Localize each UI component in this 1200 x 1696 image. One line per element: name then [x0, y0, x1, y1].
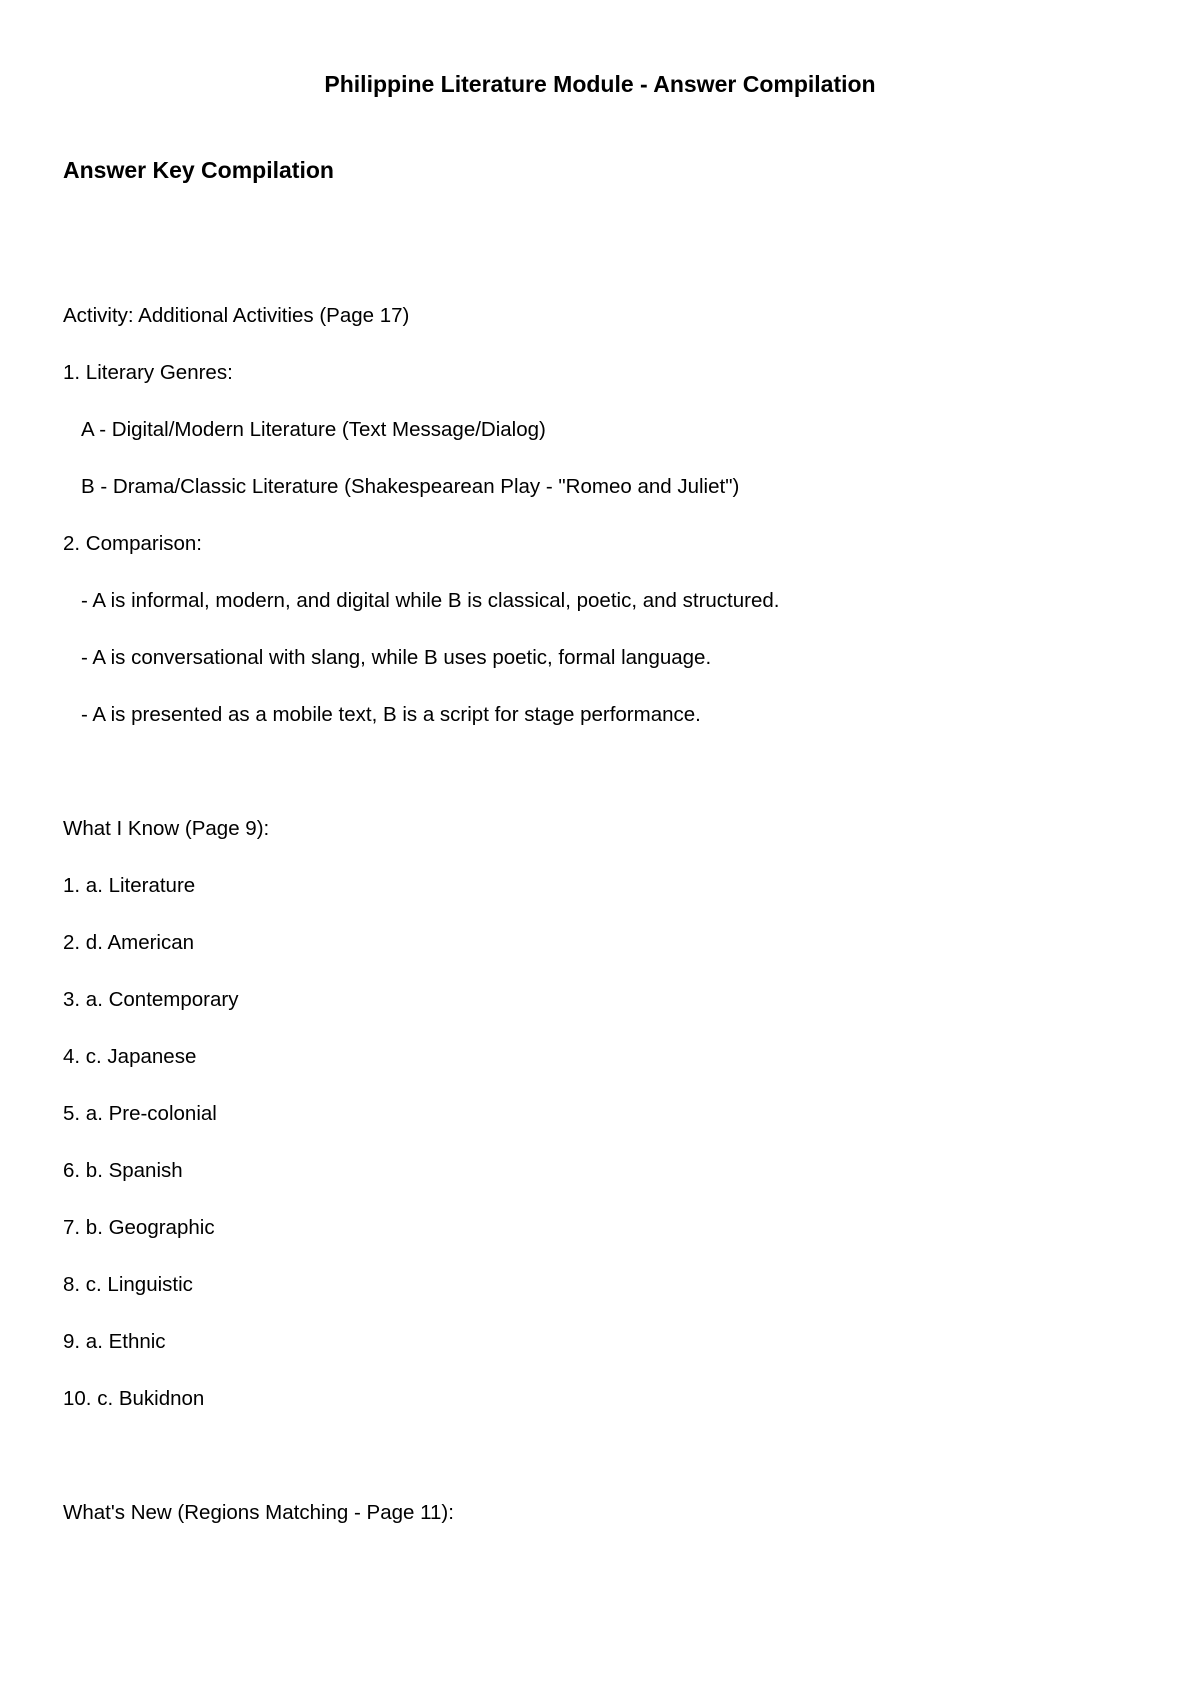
answer-item: 6. b. Spanish	[63, 1159, 183, 1182]
document-title: Philippine Literature Module - Answer Compilation	[324, 71, 876, 97]
what-i-know-heading: What I Know (Page 9):	[63, 817, 270, 840]
answer-item: 1. a. Literature	[63, 874, 196, 897]
answer-item: 3. a. Contemporary	[63, 988, 239, 1011]
question-2-label: 2. Comparison:	[63, 532, 203, 555]
answer-item: 8. c. Linguistic	[63, 1273, 193, 1296]
genre-answer-a: A - Digital/Modern Literature (Text Message/Dialog)	[81, 418, 546, 441]
comparison-point: - A is presented as a mobile text, B is a script for stage performance.	[81, 703, 701, 726]
comparison-point: - A is conversational with slang, while B uses poetic, formal language.	[81, 646, 712, 669]
answer-item: 2. d. American	[63, 931, 195, 954]
section-title: Answer Key Compilation	[63, 157, 334, 183]
genre-answer-b: B - Drama/Classic Literature (Shakespearean Play - "Romeo and Juliet")	[81, 475, 740, 498]
comparison-point: - A is informal, modern, and digital while B is classical, poetic, and structured.	[81, 589, 780, 612]
answer-item: 5. a. Pre-colonial	[63, 1102, 217, 1125]
answer-item: 4. c. Japanese	[63, 1045, 197, 1068]
answer-item: 10. c. Bukidnon	[63, 1387, 205, 1410]
activity-heading: Activity: Additional Activities (Page 17)	[63, 304, 410, 327]
question-1-label: 1. Literary Genres:	[63, 361, 233, 384]
whats-new-heading: What's New (Regions Matching - Page 11):	[63, 1501, 454, 1524]
answer-item: 9. a. Ethnic	[63, 1330, 166, 1353]
answer-item: 7. b. Geographic	[63, 1216, 215, 1239]
